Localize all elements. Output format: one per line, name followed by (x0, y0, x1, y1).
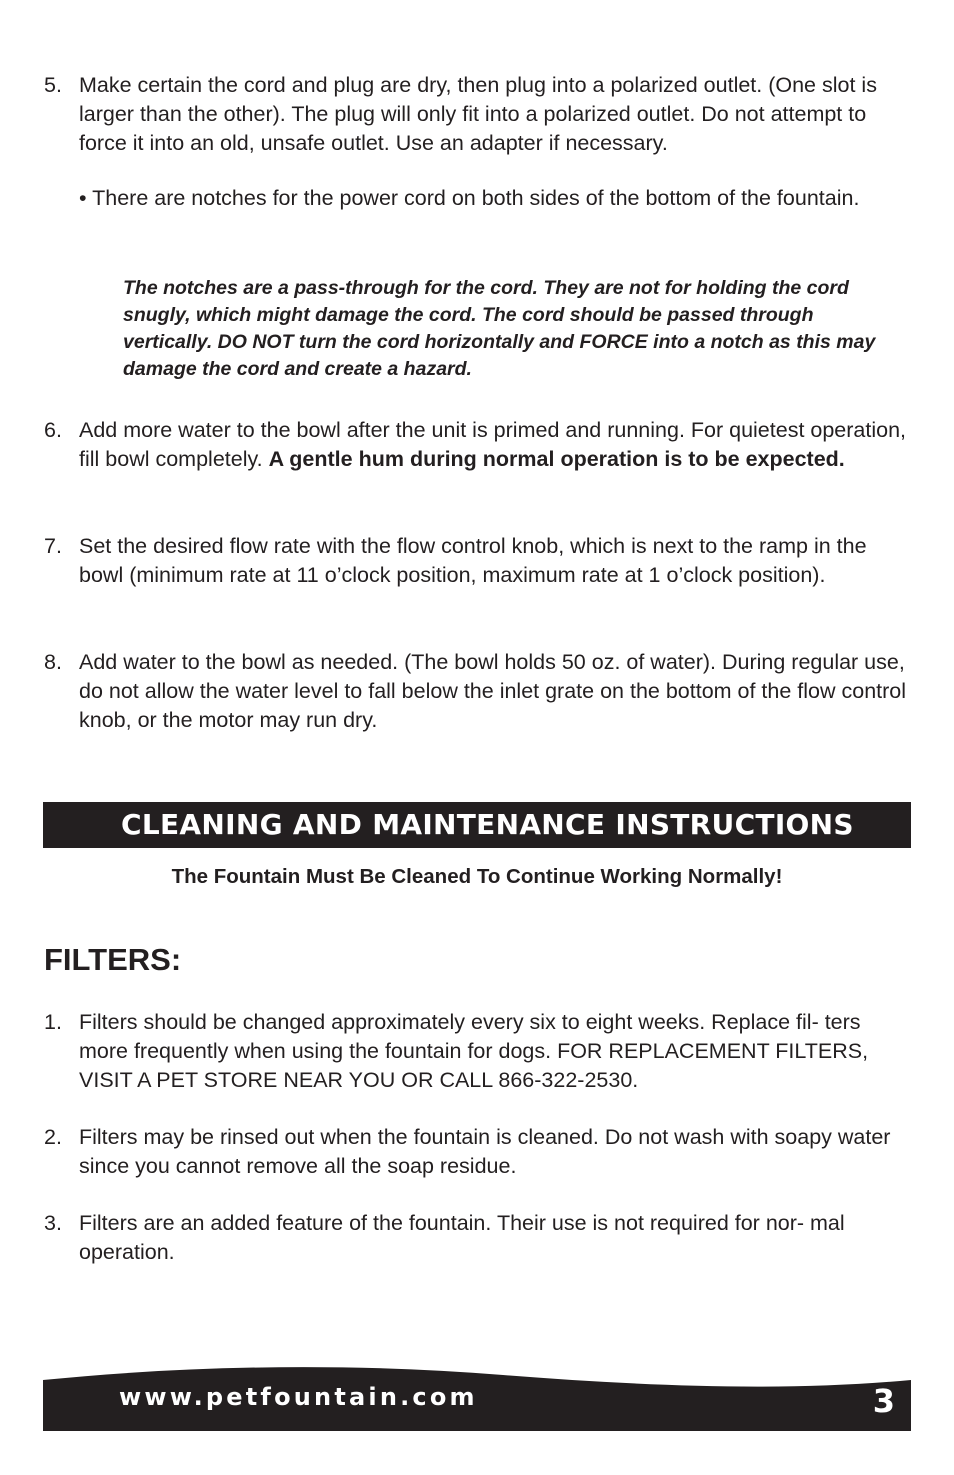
step-number: 6. (44, 418, 62, 442)
notches-warning: The notches are a pass-through for the cord. They are not for holding the cord snugly, which might damage the cord. The cord should be passed through vertically. DO NOT turn the cord horizontally and FORCE into a notch as this may damage the cord and create a hazard. (123, 277, 876, 380)
step-7 (44, 532, 914, 590)
step-text: Make certain the cord and plug are dry, then plug into a polarized outlet. (One slot is larger than the other). The plug will only fit into a polarized outlet. Do not attempt to force it into an old, unsafe outlet. Use an adapter if necessary. (79, 73, 877, 155)
step-text: Set the desired flow rate with the flow control knob, which is next to the ramp in the bowl (minimum rate at 11 o’clock position, maximum rate at 1 o’clock position). (79, 534, 867, 587)
notches-bullet: • There are notches for the power cord on both sides of the bottom of the fountain. (79, 186, 860, 210)
filter-number: 2. (44, 1125, 62, 1149)
website-url: www.petfountain.com (119, 1383, 478, 1411)
step-5 (44, 71, 914, 158)
filter-item-1 (44, 1008, 914, 1095)
filter-item-3 (44, 1209, 914, 1267)
filter-text: Filters are an added feature of the fountain. Their use is not required for nor- mal operation. (79, 1211, 845, 1264)
footer-bar (43, 1364, 911, 1431)
step-text-regular: Add more water to the bowl after the unit is primed and running. For quietest operation, fill bowl completely. (79, 418, 907, 471)
step-number: 5. (44, 73, 62, 97)
step-number: 8. (44, 650, 62, 674)
filter-item-2 (44, 1123, 914, 1181)
filter-number: 3. (44, 1211, 62, 1235)
step-text (79, 416, 914, 474)
filter-text: Filters may be rinsed out when the fountain is cleaned. Do not wash with soapy water since you cannot remove all the soap residue. (79, 1125, 891, 1178)
cleaning-subtitle: The Fountain Must Be Cleaned To Continue Working Normally! (171, 865, 783, 888)
page-number: 3 (872, 1382, 895, 1420)
filter-text: Filters should be changed approximately every six to eight weeks. Replace fil- ters more frequently when using the fountain for dogs. FOR REPLACEMENT FILTERS, VISIT A PET STORE NEAR YOU OR CALL 866-322-2530. (79, 1010, 869, 1092)
step-6 (44, 416, 914, 474)
step-text-bold: A gentle hum during normal operation is to be expected. (268, 447, 845, 471)
filters-title: FILTERS: (44, 942, 182, 977)
step-8 (44, 648, 914, 735)
cleaning-section-heading: CLEANING AND MAINTENANCE INSTRUCTIONS (43, 802, 911, 848)
step-text: Add water to the bowl as needed. (The bowl holds 50 oz. of water). During regular use, do not allow the water level to fall below the inlet grate on the bottom of the flow control knob, or the motor may run dry. (79, 650, 907, 732)
filter-number: 1. (44, 1010, 62, 1034)
step-number: 7. (44, 534, 62, 558)
